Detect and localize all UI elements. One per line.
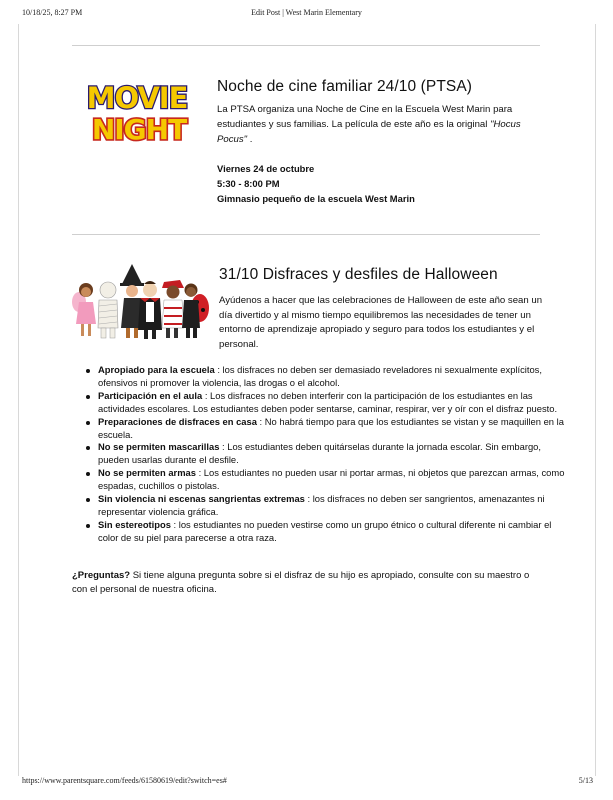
post-body: La PTSA organiza una Noche de Cine en la Escuela West Marin para estudiantes y sus familias. La película de este año es la original "Hocus Pocus" .	[217, 104, 521, 145]
event-details	[217, 161, 547, 206]
logo-word-movie: MOVIE	[86, 81, 188, 115]
list-item: Apropiado para la escuela : los disfraces no deben ser demasiado reveladores ni sexualmente explícitos, ofensivos ni promover la violencia, las drogas o el alcohol.	[98, 364, 573, 390]
list-item: No se permiten mascarillas : Los estudiantes deben quitárselas durante la jornada escolar. Sin embargo, pueden usarlas durante el desfile.	[98, 441, 573, 467]
right-margin-line	[595, 24, 596, 776]
print-page-number: 5/13	[578, 776, 593, 785]
list-item: Sin violencia ni escenas sangrientas extremas : los disfraces no deben ser sangrientos, amenazantes ni representar violencia gráfica.	[98, 493, 573, 519]
movie-night-logo	[73, 77, 202, 147]
print-page-title: Edit Post | West Marin Elementary	[251, 8, 362, 17]
post-body: Ayúdenos a hacer que las celebraciones de Halloween de este año sean un día divertido y al mismo tiempo equilibremos las necesidades de tener un entorno de aprendizaje apropiado y seguro para todos los estudiantes y el personal.	[219, 295, 543, 350]
questions-note: ¿Preguntas? Si tiene alguna pregunta sobre si el disfraz de su hijo es apropiado, consulte con su maestro o con el personal de nuestra oficina.	[72, 570, 530, 595]
print-url: https://www.parentsquare.com/feeds/61580619/edit?switch=es#	[22, 776, 227, 785]
post-movie-night	[217, 78, 547, 206]
halloween-kids-illustration	[70, 262, 210, 342]
event-time: 5:30 - 8:00 PM	[217, 178, 280, 189]
print-datetime: 10/18/25, 8:27 PM	[22, 8, 83, 17]
list-item: Participación en el aula : Los disfraces no deben interferir con la participación de los estudiantes en las actividades escolares. Los estudiantes deben poder sentarse, caminar, respirar, ver y oír con el disfraz puesto.	[98, 390, 573, 416]
divider	[72, 45, 540, 46]
event-location: Gimnasio pequeño de la escuela West Marin	[217, 193, 415, 204]
post-title: 31/10 Disfraces y desfiles de Halloween	[219, 266, 498, 283]
divider	[72, 234, 540, 235]
list-item: No se permiten armas : Los estudiantes no pueden usar ni portar armas, ni objetos que parezcan armas, como espadas, cuchillos o pistolas.	[98, 467, 573, 493]
post-title: Noche de cine familiar 24/10 (PTSA)	[217, 78, 473, 95]
logo-word-night: NIGHT	[91, 113, 187, 146]
movie-title: "Hocus Pocus"	[217, 119, 521, 145]
event-date: Viernes 24 de octubre	[217, 163, 315, 174]
list-item: Preparaciones de disfraces en casa : No habrá tiempo para que los estudiantes se vistan y se maquillen en la escuela.	[98, 416, 573, 442]
post-halloween	[219, 266, 544, 352]
costume-rules-list	[72, 364, 573, 545]
questions-label: ¿Preguntas?	[72, 570, 131, 581]
list-item: Sin estereotipos : los estudiantes no pueden vestirse como un grupo étnico o cultural diferente ni cambiar el color de su piel para parecerse a otra raza.	[98, 519, 573, 545]
left-margin-line	[18, 24, 19, 776]
